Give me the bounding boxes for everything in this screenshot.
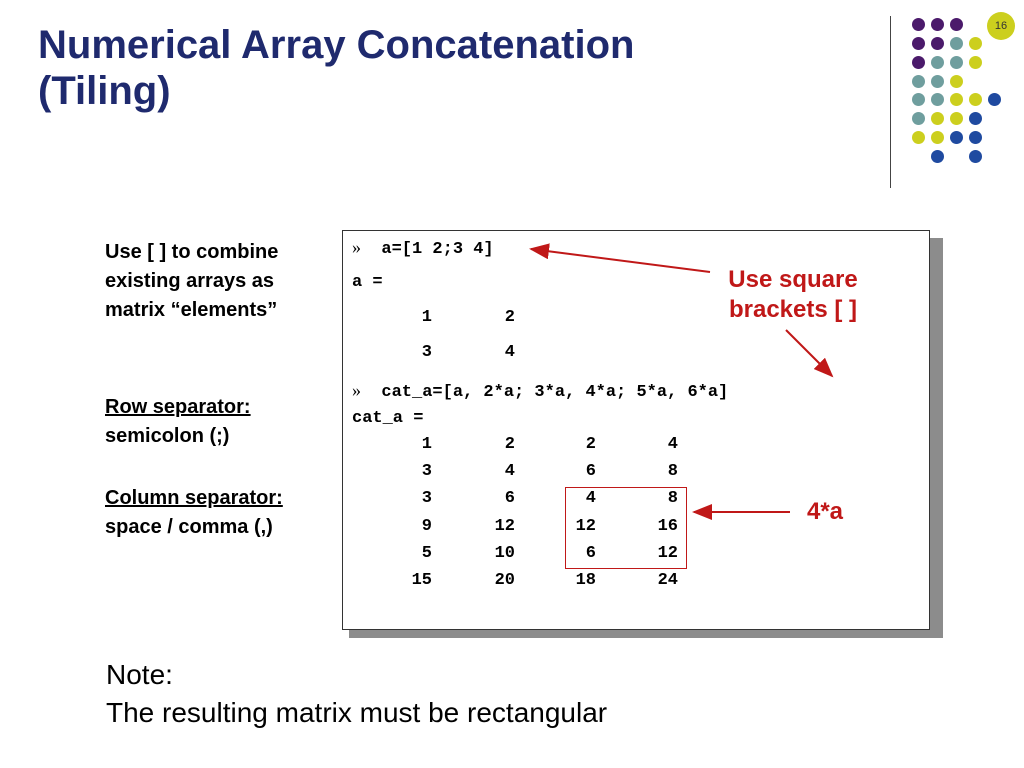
- matrix-cat-a-cell: 6: [504, 489, 515, 508]
- matrix-cat-a-cell: 3: [421, 462, 432, 481]
- matrix-cat-a-cell: 16: [657, 517, 678, 536]
- column-separator-heading: Column separator:: [105, 487, 283, 509]
- matrix-cat-a-cell: 2: [585, 435, 596, 454]
- row-separator-heading: Row separator:: [105, 396, 251, 418]
- matrix-cat-a-cell: 2: [504, 435, 515, 454]
- matrix-cat-a-cell: 12: [657, 544, 678, 563]
- row-separator-value: semicolon (;): [105, 425, 230, 447]
- matrix-cat-a-cell: 8: [667, 462, 678, 481]
- matrix-cat-a-cell: 3: [421, 489, 432, 508]
- matrix-cat-a-cell: 4: [585, 489, 596, 508]
- matrix-cat-a-cell: 9: [421, 517, 432, 536]
- matrix-cat-a-cell: 10: [494, 544, 515, 563]
- page-number-badge: 16: [987, 12, 1015, 40]
- slide-title-line2: (Tiling): [38, 69, 171, 113]
- matrix-cat-a-cell: 6: [585, 544, 596, 563]
- column-separator-value: space / comma (,): [105, 516, 273, 538]
- output-label-cat-a: cat_a =: [352, 409, 424, 428]
- command-a: a=[1 2;3 4]: [381, 240, 494, 259]
- four-a-callout: 4*a: [806, 498, 844, 525]
- note-body: The resulting matrix must be rectangular: [106, 697, 608, 728]
- matrix-cat-a-cell: 6: [585, 462, 596, 481]
- use-brackets-line: existing arrays as: [105, 270, 274, 292]
- matrix-cat-a-cell: 1: [421, 435, 432, 454]
- matrix-cat-a-cell: 4: [504, 462, 515, 481]
- arrow-to-command: [786, 330, 832, 376]
- note-text: [106, 656, 607, 732]
- matrix-cat-a-cell: 24: [657, 571, 678, 590]
- matrix-cat-a-cell: 18: [575, 571, 596, 590]
- matrix-cat-a-cell: 12: [575, 517, 596, 536]
- arrow-to-brackets: [531, 249, 710, 272]
- prompt-symbol: »: [352, 380, 361, 400]
- use-brackets-line: matrix “elements”: [105, 299, 278, 321]
- slide-title-line1: Numerical Array Concatenation: [38, 23, 635, 67]
- note-heading: Note:: [106, 659, 173, 690]
- matrix-cat-a-cell: 8: [667, 489, 678, 508]
- matrix-cat-a-cell: 20: [494, 571, 515, 590]
- use-brackets-line: Use [ ] to combine: [105, 241, 279, 263]
- callout-line: brackets [ ]: [728, 296, 858, 323]
- matrix-cat-a-cell: 4: [667, 435, 678, 454]
- matrix-a-cell: 4: [504, 343, 515, 362]
- matrix-cat-a-cell: 5: [421, 544, 432, 563]
- matrix-cat-a-cell: 15: [411, 571, 432, 590]
- prompt-symbol: »: [352, 237, 361, 257]
- command-cat-a: cat_a=[a, 2*a; 3*a, 4*a; 5*a, 6*a]: [381, 383, 729, 402]
- matrix-a-cell: 3: [421, 343, 432, 362]
- callout-line: Use square: [728, 266, 858, 293]
- matrix-a-cell: 1: [421, 308, 432, 327]
- matrix-a-cell: 2: [504, 308, 515, 327]
- matrix-cat-a-cell: 12: [494, 517, 515, 536]
- output-label-a: a =: [352, 273, 383, 292]
